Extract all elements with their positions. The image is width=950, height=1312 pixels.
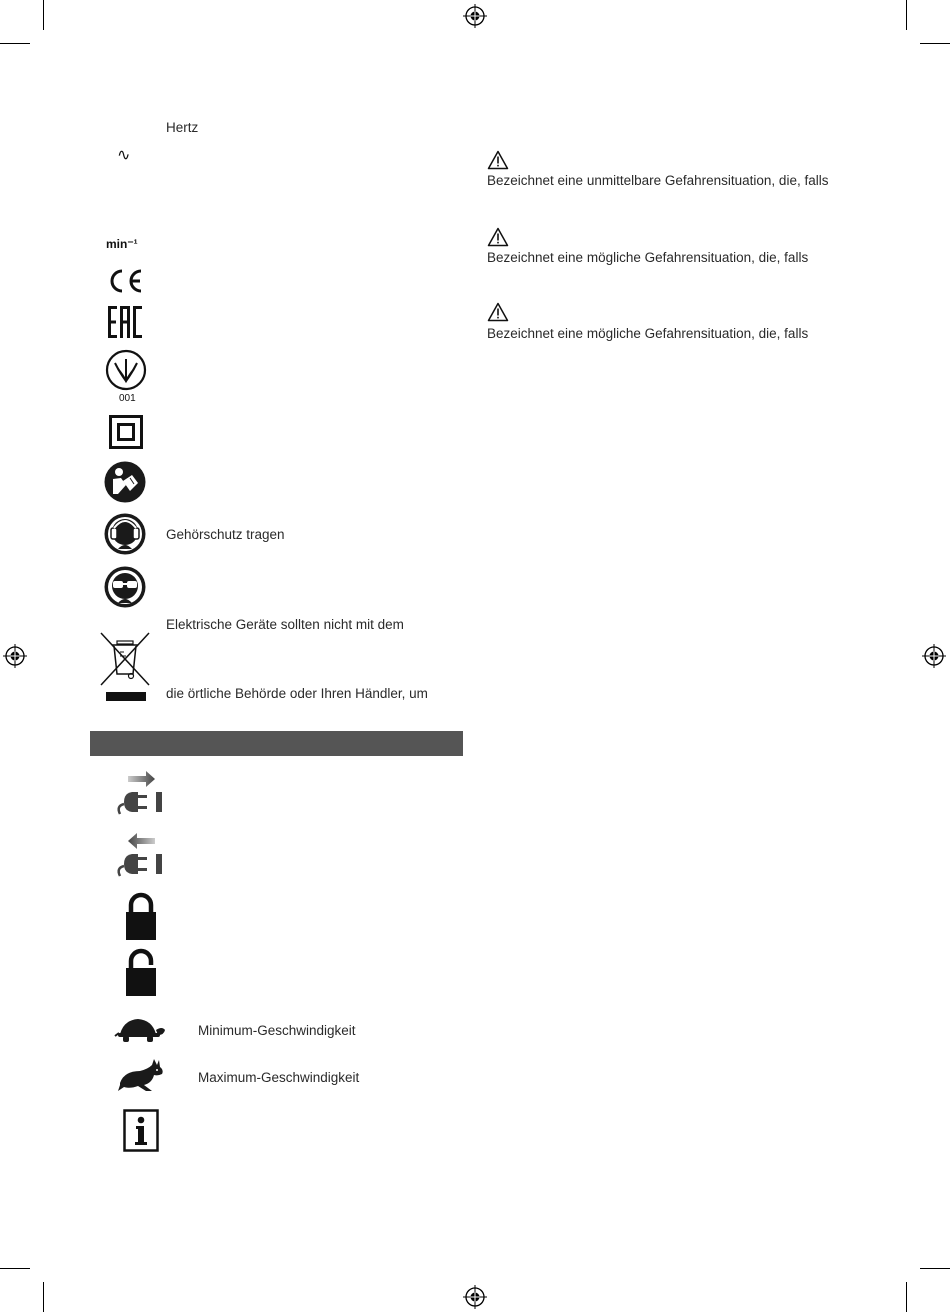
class-ii-insulation-icon: [109, 415, 143, 449]
hearing-protection-icon: [104, 513, 146, 555]
ua-code-label: 001: [119, 393, 136, 404]
crop-mark: [43, 0, 44, 30]
crop-mark: [920, 43, 950, 44]
hearing-protection-label: Gehörschutz tragen: [166, 527, 285, 542]
ukrainian-conformity-mark-icon: [105, 349, 147, 391]
min-speed-label: Minimum-Geschwindigkeit: [198, 1023, 356, 1038]
min-unit-label: min⁻¹: [106, 237, 138, 251]
section-header-bar: [90, 731, 463, 756]
plug-connect-icon: [112, 768, 166, 818]
registration-mark-icon: [463, 4, 487, 28]
weee-crossed-bin-icon: [99, 631, 151, 687]
warning-triangle-icon: [487, 227, 509, 247]
eac-mark-icon: [108, 306, 142, 338]
registration-mark-icon: [922, 644, 946, 668]
tortoise-icon: [114, 1014, 166, 1044]
crop-mark: [0, 43, 30, 44]
crop-mark: [920, 1268, 950, 1269]
hazard-description: Bezeichnet eine unmittelbare Gefahrensituation, die, falls: [487, 173, 829, 188]
hare-icon: [116, 1057, 164, 1095]
eye-protection-icon: [104, 566, 146, 608]
hertz-label: Hertz: [166, 120, 199, 135]
lock-open-icon: [122, 948, 160, 998]
crop-mark: [906, 1282, 907, 1312]
info-icon: [123, 1109, 159, 1152]
read-manual-icon: [104, 461, 146, 503]
weee-text-line2: die örtliche Behörde oder Ihren Händler, um: [166, 686, 428, 701]
crop-mark: [906, 0, 907, 30]
max-speed-label: Maximum-Geschwindigkeit: [198, 1070, 360, 1085]
hazard-description: Bezeichnet eine mögliche Gefahrensituation, die, falls: [487, 326, 809, 341]
hazard-description: Bezeichnet eine mögliche Gefahrensituation, die, falls: [487, 250, 809, 265]
crop-mark: [0, 1268, 30, 1269]
registration-mark-icon: [3, 644, 27, 668]
plug-disconnect-icon: [112, 830, 166, 880]
registration-mark-icon: [463, 1285, 487, 1309]
warning-triangle-icon: [487, 302, 509, 322]
crop-mark: [43, 1282, 44, 1312]
weee-text-line1: Elektrische Geräte sollten nicht mit dem: [166, 617, 404, 632]
warning-triangle-icon: [487, 150, 509, 170]
lock-closed-icon: [122, 892, 160, 942]
ce-mark-icon: [108, 268, 144, 294]
weee-underline-bar: [106, 692, 146, 701]
ac-current-icon: ∿: [117, 145, 131, 164]
